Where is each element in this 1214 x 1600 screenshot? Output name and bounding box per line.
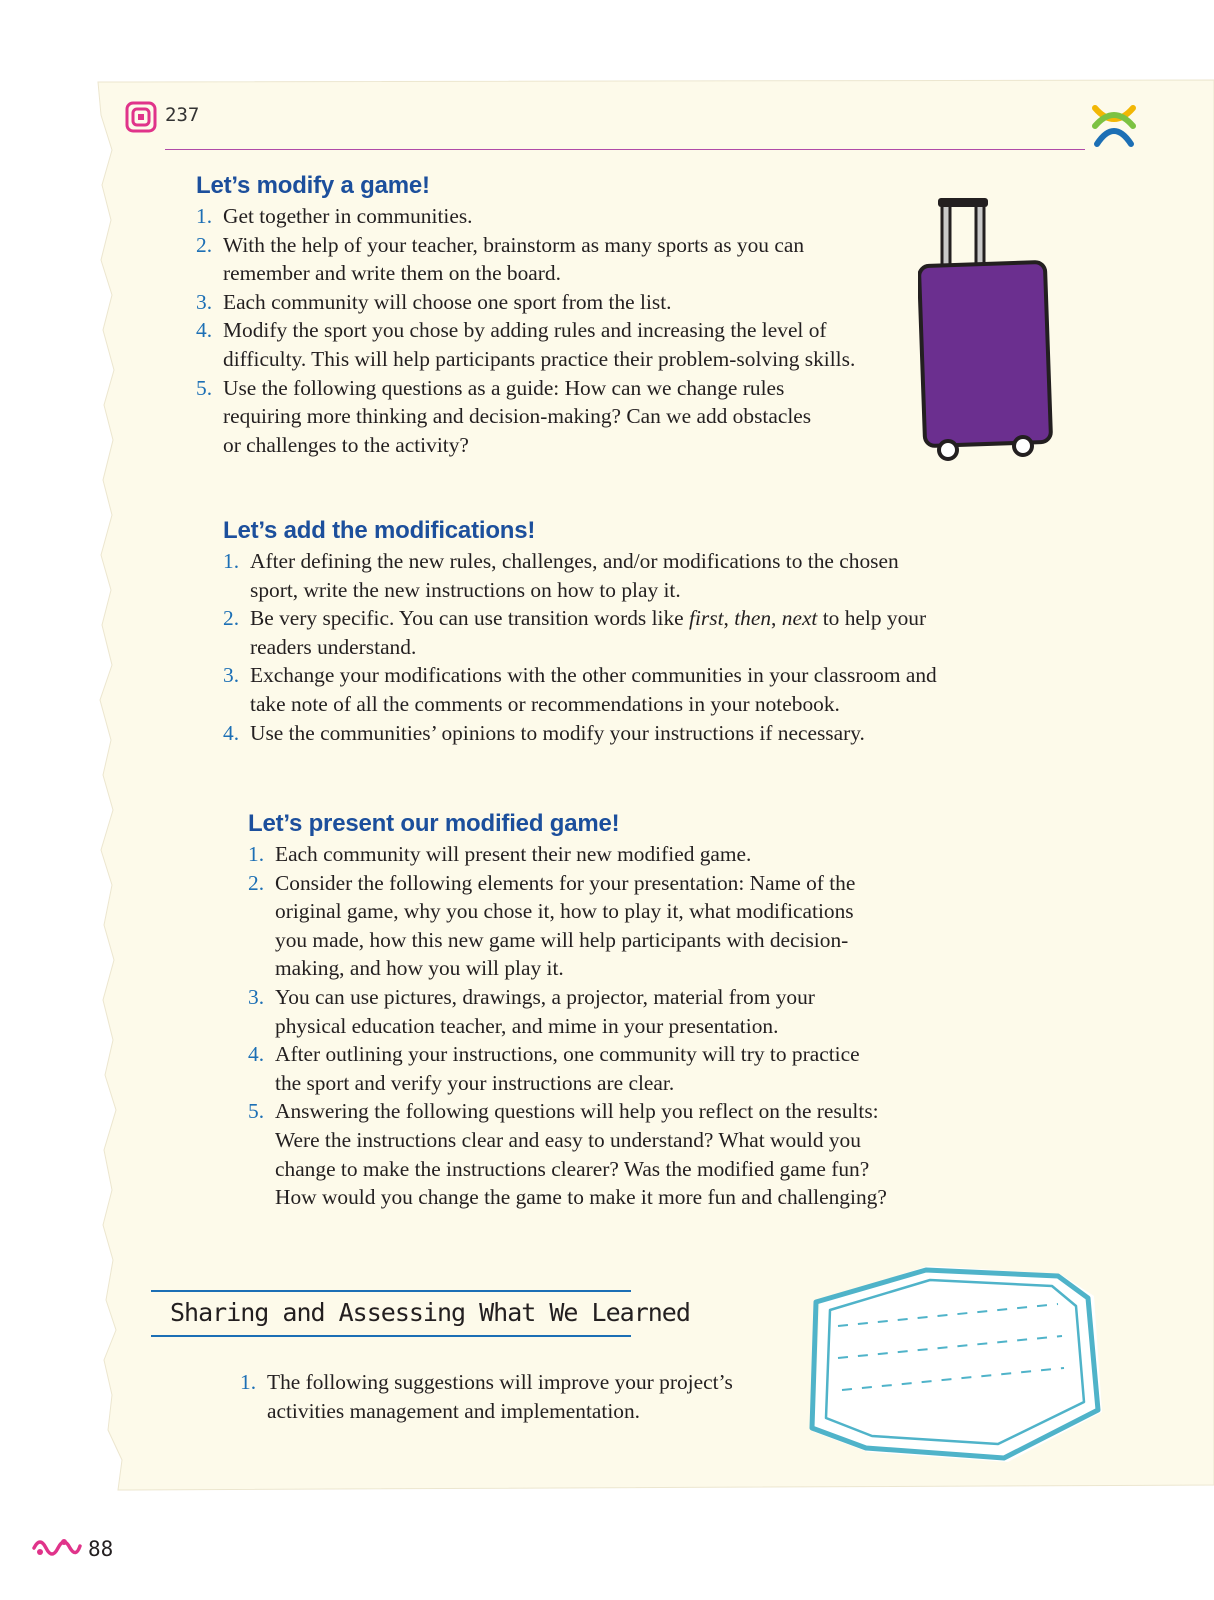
list-item: 5. Answering the following questions will help you reflect on the results: Were the instructions clear and easy to understand? What would you change to make the instructions clearer? Was the modified game fun? How would you change the game to make it more fun and challenging? (248, 1099, 887, 1210)
list-item: 2. With the help of your teacher, brainstorm as many sports as you can remember and write them on the board. (196, 232, 805, 286)
list-item: 3. Exchange your modifications with the other communities in your classroom and take note of all the comments or recommendations in your notebook. (223, 663, 937, 716)
instruction-list (196, 202, 876, 459)
series-logo-icon (1089, 100, 1139, 150)
list-item: 5. Use the following questions as a guide: How can we change rules requiring more thinking and decision-making? Can we add obstacles or challenges to the activity? (196, 375, 812, 457)
instruction-list (240, 1368, 800, 1425)
list-item: 4. Modify the sport you chose by adding rules and increasing the level of difficulty. This will help participants practice their problem-solving skills. (196, 318, 856, 371)
list-item: 3. Each community will choose one sport from the list. (196, 289, 672, 314)
section-present-game (248, 810, 888, 1212)
header-rule (165, 149, 1085, 150)
list-item: 3. You can use pictures, drawings, a projector, material from your physical education teacher, and mime in your presentation. (248, 984, 815, 1038)
section-title: Let’s present our modified game! (248, 810, 620, 837)
section-add-modifications (223, 517, 943, 747)
section-modify-game (196, 172, 876, 459)
footer-ornament-icon (30, 1534, 82, 1560)
section-title: Let’s add the modifications! (223, 517, 536, 544)
notepad-illustration (808, 1262, 1108, 1477)
list-item: 2. Consider the following elements for your presentation: Name of the original game, why you chose it, how to play it, what modifications you made, how this new game will help participants with decision-making, and how you will play it. (248, 870, 856, 981)
sharing-section-title: Sharing and Assessing What We Learned (170, 1298, 690, 1327)
instruction-list (223, 547, 943, 747)
decorative-spiral-icon (124, 100, 158, 134)
list-item: 1. The following suggestions will improve your project’s activities management and implementation. (240, 1370, 733, 1423)
list-item: 1. After defining the new rules, challenges, and/or modifications to the chosen sport, write the new instructions on how to play it. (223, 549, 899, 602)
header-page-ref: 237 (165, 104, 200, 126)
sharing-title-rule-bottom (151, 1335, 631, 1337)
list-item: 4. Use the communities’ opinions to modify your instructions if necessary. (223, 720, 865, 745)
section-sharing-assessing (240, 1368, 800, 1425)
page-number: 88 (88, 1537, 114, 1561)
sharing-title-rule-top (151, 1290, 631, 1292)
list-item: 4. After outlining your instructions, one community will try to practice the sport and verify your instructions are clear. (248, 1042, 860, 1095)
instruction-list (248, 840, 888, 1212)
list-item: 1. Get together in communities. (196, 204, 473, 228)
list-item: 2. Be very specific. You can use transition words like first, then, next to help your readers understand. (223, 606, 927, 659)
suitcase-illustration (918, 196, 1068, 466)
section-title: Let’s modify a game! (196, 172, 430, 199)
list-item: 1. Each community will present their new modified game. (248, 842, 752, 866)
